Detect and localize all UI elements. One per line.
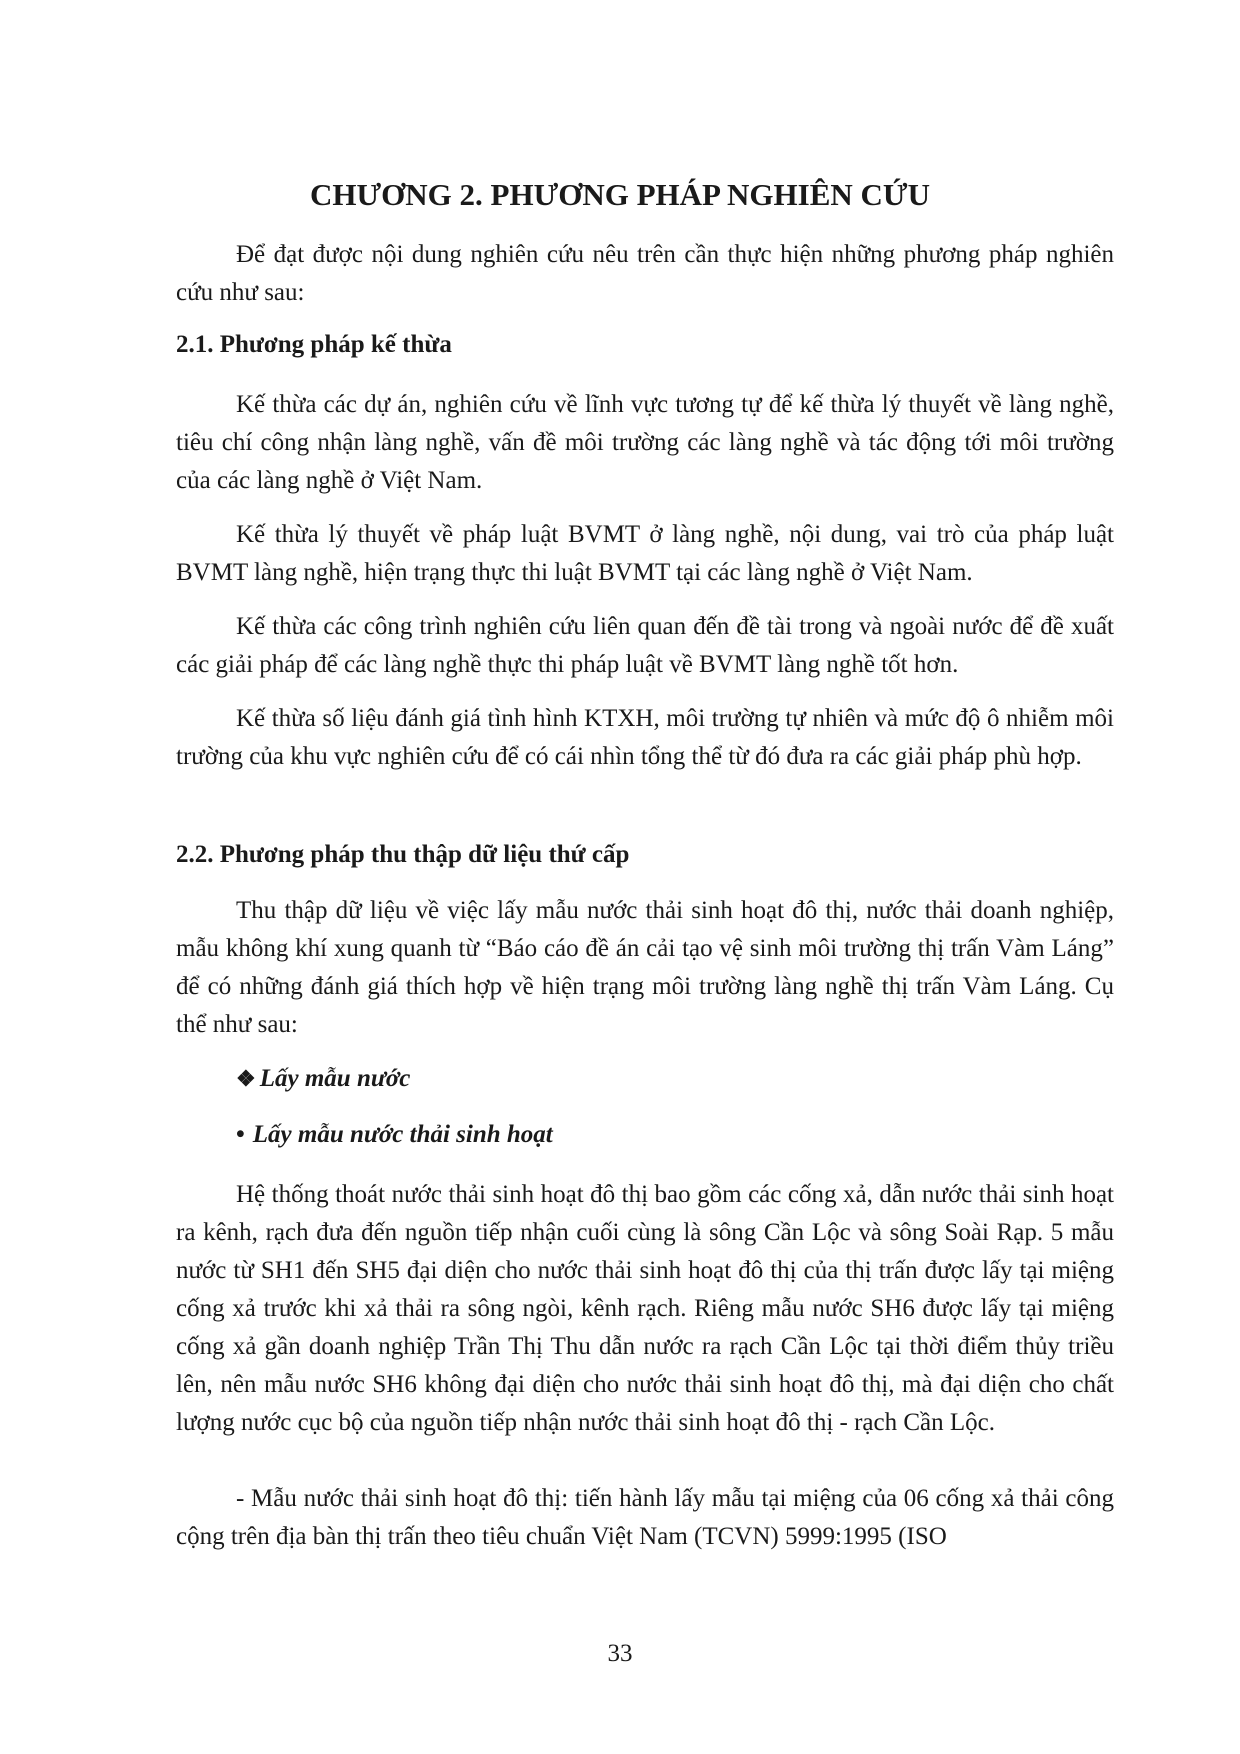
section-1-paragraph-3: Kế thừa các công trình nghiên cứu liên quan đến đề tài trong và ngoài nước để đề xuất các giải pháp để các làng nghề thực thi pháp luật về BVMT làng nghề tốt hơn.: [176, 613, 1114, 678]
subheading-water-sampling: [236, 1060, 410, 1098]
section-2-heading: 2.2. Phương pháp thu thập dữ liệu thứ cấp: [176, 841, 630, 868]
section-1-paragraph-2: Kế thừa lý thuyết về pháp luật BVMT ở làng nghề, nội dung, vai trò của pháp luật BVMT làng nghề, hiện trạng thực thi luật BVMT tại các làng nghề ở Việt Nam.: [176, 521, 1114, 586]
diamond-bullet-icon: ❖: [236, 1066, 256, 1091]
dot-bullet-icon: •: [236, 1121, 245, 1148]
section-2-paragraph-3: - Mẫu nước thải sinh hoạt đô thị: tiến hành lấy mẫu tại miệng của 06 cống xả thải công cộng trên địa bàn thị trấn theo tiêu chuẩn Việt Nam (TCVN) 5999:1995 (ISO: [176, 1485, 1114, 1550]
section-1-heading: 2.1. Phương pháp kế thừa: [176, 331, 452, 358]
chapter-title: CHƯƠNG 2. PHƯƠNG PHÁP NGHIÊN CỨU: [310, 177, 930, 212]
intro-paragraph: Để đạt được nội dung nghiên cứu nêu trên cần thực hiện những phương pháp nghiên cứu như sau:: [176, 241, 1114, 306]
subheading-domestic-wastewater-label: Lấy mẫu nước thải sinh hoạt: [252, 1121, 553, 1148]
subheading-water-sampling-label: Lấy mẫu nước: [259, 1065, 411, 1092]
section-2-paragraph-2: Hệ thống thoát nước thải sinh hoạt đô thị bao gồm các cống xả, dẫn nước thải sinh hoạt ra kênh, rạch đưa đến nguồn tiếp nhận cuối cùng là sông Cần Lộc và sông Soài Rạp. 5 mẫu nước từ SH1 đến SH5 đại diện cho nước thải sinh hoạt đô thị của thị trấn được lấy tại miệng cống xả trước khi xả thải ra sông ngòi, kênh rạch. Riêng mẫu nước SH6 được lấy tại miệng cống xả gần doanh nghiệp Trần Thị Thu dẫn nước ra rạch Cần Lộc tại thời điểm thủy triều lên, nên mẫu nước SH6 không đại diện cho nước thải sinh hoạt đô thị, mà đại diện cho chất lượng nước cục bộ của nguồn tiếp nhận nước thải sinh hoạt đô thị - rạch Cần Lộc.: [176, 1181, 1114, 1436]
subheading-domestic-wastewater: [236, 1116, 553, 1154]
page-number: 33: [607, 1640, 633, 1667]
section-2-paragraph-1: Thu thập dữ liệu về việc lấy mẫu nước thải sinh hoạt đô thị, nước thải doanh nghiệp, mẫu không khí xung quanh từ “Báo cáo đề án cải tạo vệ sinh môi trường thị trấn Vàm Láng” để có những đánh giá thích hợp về hiện trạng môi trường làng nghề thị trấn Vàm Láng. Cụ thể như sau:: [176, 897, 1114, 1038]
section-1-paragraph-4: Kế thừa số liệu đánh giá tình hình KTXH, môi trường tự nhiên và mức độ ô nhiễm môi trường của khu vực nghiên cứu để có cái nhìn tổng thể từ đó đưa ra các giải pháp phù hợp.: [176, 705, 1114, 770]
section-1-paragraph-1: Kế thừa các dự án, nghiên cứu về lĩnh vực tương tự để kế thừa lý thuyết về làng nghề, tiêu chí công nhận làng nghề, vấn đề môi trường các làng nghề và tác động tới môi trường của các làng nghề ở Việt Nam.: [176, 391, 1114, 494]
